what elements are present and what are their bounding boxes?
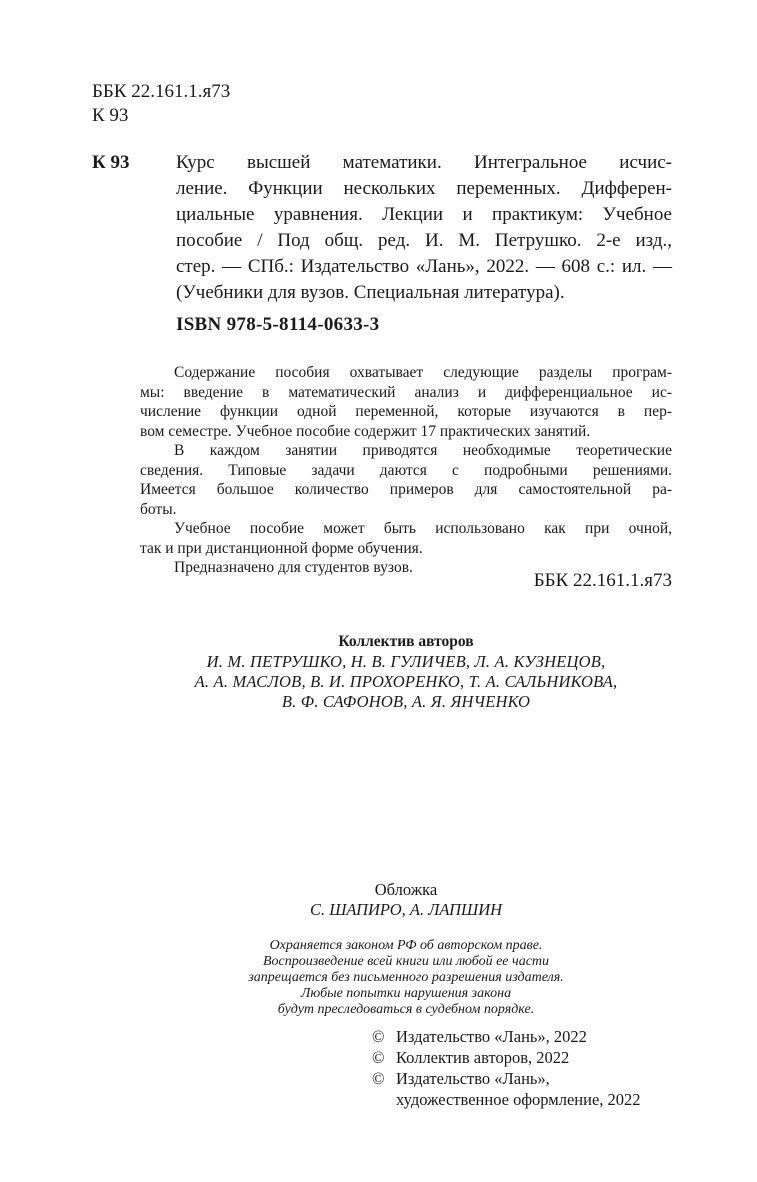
authors-heading: Коллектив авторов — [338, 633, 474, 650]
copyright-text: Коллектив авторов, 2022 — [396, 1048, 570, 1067]
copyright-text: Издательство «Лань», 2022 — [396, 1027, 587, 1046]
annotation-line: боты. — [140, 500, 177, 518]
annotation — [140, 363, 672, 578]
annotation-line: Предназначено для студентов вузов. — [174, 559, 413, 576]
entry-code: К 93 — [92, 152, 130, 173]
annotation-line: Учебное пособие может быть использовано как при очной, — [174, 520, 672, 537]
annotation-line: сведения. Типовые задачи даются с подробными решениями. — [140, 461, 672, 479]
cover-credit — [140, 880, 672, 920]
copyright-text: Издательство «Лань», — [396, 1069, 550, 1088]
authors-line: В. Ф. САФОНОВ, А. Я. ЯНЧЕНКО — [281, 692, 531, 711]
classification-block — [92, 80, 230, 128]
annotation-line: вом семестре. Учебное пособие содержит 17 практических занятий. — [140, 422, 591, 440]
copyright-symbol-icon: © — [372, 1048, 385, 1067]
copyright-line — [372, 1047, 641, 1068]
copyright-continuation: художественное оформление, 2022 — [396, 1090, 641, 1109]
annotation-line: Содержание пособия охватывает следующие разделы програм- — [174, 364, 672, 381]
copyright-block — [372, 1026, 641, 1110]
annotation-line: Имеется большое количество примеров для самостоятельной ра- — [140, 481, 672, 498]
copyright-notice — [140, 938, 672, 1018]
copyright-symbol-icon: © — [372, 1069, 385, 1088]
description-line: стер. — СПб.: Издательство «Лань», 2022. — 608 с.: ил. — — [176, 256, 672, 277]
bibliographic-description — [176, 150, 672, 306]
authors-line: И. М. ПЕТРУШКО, Н. В. ГУЛИЧЕВ, Л. А. КУЗНЕЦОВ, — [206, 652, 606, 671]
description-line: пособие / Под общ. ред. И. М. Петрушко. 2-е изд., — [176, 230, 672, 251]
annotation-line: мы: введение в математический анализ и дифференциальное ис- — [140, 383, 672, 401]
cover-role: Обложка — [374, 880, 438, 899]
annotation-line: так и при дистанционной форме обучения. — [140, 539, 423, 557]
copyright-symbol-icon: © — [372, 1027, 385, 1046]
cover-names: С. ШАПИРО, А. ЛАПШИН — [309, 900, 503, 919]
bbk-code: ББК 22.161.1.я73 — [92, 81, 231, 102]
copyright-line — [372, 1026, 641, 1047]
author-mark: К 93 — [92, 105, 129, 126]
authors-block — [140, 632, 672, 712]
legal-line: будут преследоваться в судебном порядке. — [277, 1002, 535, 1017]
legal-line: Охраняется законом РФ об авторском праве. — [269, 938, 543, 953]
description-line: Курс высшей математики. Интегральное исчис- — [176, 152, 672, 173]
description-line: циальные уравнения. Лекции и практикум: Учебное — [176, 204, 672, 225]
description-line: (Учебники для вузов. Специальная литература). — [176, 282, 565, 303]
authors-line: А. А. МАСЛОВ, В. И. ПРОХОРЕНКО, Т. А. САЛЬНИКОВА, — [194, 672, 618, 691]
bbk-code-right: ББК 22.161.1.я73 — [533, 570, 672, 591]
annotation-line: числение функции одной переменной, которые изучаются в пер- — [140, 403, 672, 420]
legal-line: запрещается без письменного разрешения издателя. — [248, 970, 564, 985]
copyright-line — [372, 1068, 641, 1089]
isbn: ISBN 978-5-8114-0633-3 — [176, 314, 380, 335]
legal-line: Воспроизведение всей книги или любой ее части — [262, 954, 550, 969]
description-line: ление. Функции нескольких переменных. Дифферен- — [176, 178, 672, 199]
legal-line: Любые попытки нарушения закона — [300, 986, 512, 1001]
annotation-line: В каждом занятии приводятся необходимые теоретические — [174, 442, 672, 459]
